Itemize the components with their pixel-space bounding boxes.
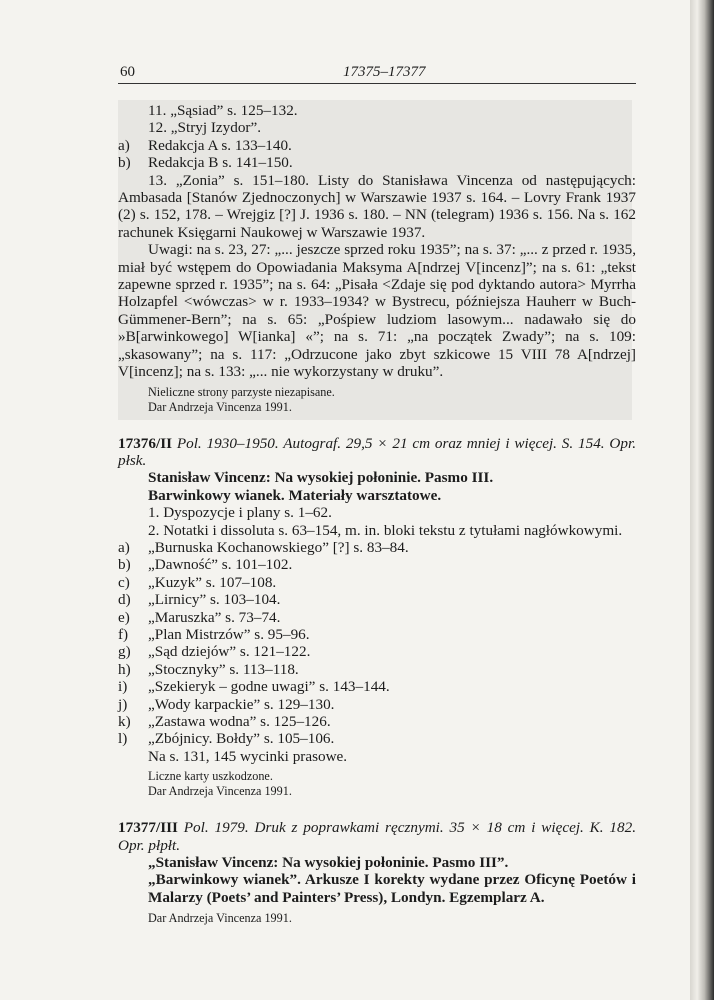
list-item: 11. „Sąsiad” s. 125–132. (148, 102, 298, 119)
donation-note: Dar Andrzeja Vincenza 1991. (148, 399, 292, 414)
lettered-item: a) Redakcja A s. 133–140. (118, 136, 292, 154)
entry-subtitle: „Barwinkowy wianek”. Arkusze I korekty wydane przez Oficynę Poetów i Malarzy (Poets’ and Painters’ Press), Londyn. Egzemplarz A. (148, 871, 636, 906)
entry-description: Pol. 1979. Druk z poprawkami ręcznymi. 35 × 18 cm i więcej. K. 182. Opr. płpłt. (118, 819, 637, 854)
scan-edge (690, 0, 714, 1000)
lettered-item: c) „Kuzyk” s. 107–108. (118, 573, 277, 591)
lettered-item: j) „Wody karpackie” s. 129–130. (118, 695, 335, 713)
lettered-item: e) „Maruszka” s. 73–74. (118, 608, 281, 626)
catalog-entry-17377 (118, 819, 636, 854)
entry-id: 17377/III (118, 819, 178, 837)
catalog-entry-17376 (118, 435, 636, 470)
donation-note: Dar Andrzeja Vincenza 1991. (148, 911, 292, 926)
lettered-item: h) „Stocznyky” s. 113–118. (118, 660, 299, 678)
lettered-item: g) „Sąd dziejów” s. 121–122. (118, 643, 311, 661)
lettered-item: l) „Zbójnicy. Bołdy” s. 105–106. (118, 730, 335, 748)
list-item: 12. „Stryj Izydor”. (148, 119, 262, 137)
lettered-item: i) „Szekieryk – godne uwagi” s. 143–144. (118, 678, 390, 696)
donation-note: Dar Andrzeja Vincenza 1991. (148, 784, 292, 799)
paragraph-13: 13. „Zonia” s. 151–180. Listy do Stanisława Vincenza od następujących: Ambasada [Stanów Zjednoczonych] w Warszawie 1937 s. 164. – Lovry Frank 1937 (2) s. 152, 178. – Wrejgiz [?] J. 1936 s. 180. – NN (telegram) 1936 s. 156. Na s. 162 rachunek Księgarni Naukowej w Warszawie 1937. (118, 171, 636, 241)
entry-title: „Stanisław Vincenz: Na wysokiej połoninie. Pasmo III”. (148, 854, 509, 872)
list-item: 2. Notatki i dissoluta s. 63–154, m. in. bloki tekstu z tytułami nagłówkowymi. (148, 521, 623, 539)
list-item: 1. Dyspozycje i plany s. 1–62. (148, 504, 332, 522)
page-number: 60 (120, 64, 135, 80)
remarks-paragraph: Uwagi: na s. 23, 27: „... jeszcze sprzed roku 1935”; na s. 37: „... z przed r. 1935, miał być wstępem do Opowiadania Maksyma A[ndrzej V[incenz]”; na s. 61: „tekst zapewne sprzed r. 1935”; na s. 64: „Pisała <Zdaje się pod dyktando autora> Myrrha Holzapfel <wówczas> w r. 1933–1934? w Bystrecu, późniejsza Hauherr w Buch-Gümmener-Bern”; na s. 65: „Pośpiew ludziom lasowym... nadawało się do »B[arwinkowego] W[ianka] «”; na s. 71: „na początek Zwady”; na s. 109: „skasowany”; na s. 117: „Odrzucone jako zbyt szkicowe 15 VIII 78 A[ndrzej] V[incenz]; na s. 133: „... nie wykorzystany w druku”. (118, 241, 636, 381)
entry-subtitle: Barwinkowy wianek. Materiały warsztatowe. (148, 486, 442, 504)
lettered-item: a) „Burnuska Kochanowskiego” [?] s. 83–84. (118, 538, 409, 556)
lettered-item: d) „Lirnicy” s. 103–104. (118, 591, 281, 609)
lettered-item: f) „Plan Mistrzów” s. 95–96. (118, 625, 310, 643)
lettered-item: b) Redakcja B s. 141–150. (118, 154, 293, 172)
lettered-item: k) „Zastawa wodna” s. 125–126. (118, 713, 331, 730)
page-header (118, 64, 636, 84)
running-title: 17375–17377 (343, 64, 426, 80)
entry-id: 17376/II (118, 434, 173, 452)
entry-title: Stanisław Vincenz: Na wysokiej połoninie. Pasmo III. (148, 469, 494, 487)
note: Nieliczne strony parzyste niezapisane. (148, 384, 335, 399)
lettered-item: b) „Dawność” s. 101–102. (118, 556, 293, 574)
note: Liczne karty uszkodzone. (148, 769, 273, 784)
entry-description: Pol. 1930–1950. Autograf. 29,5 × 21 cm oraz mniej i więcej. S. 154. Opr. płsk. (118, 434, 636, 469)
page-content (118, 102, 636, 926)
extra-note: Na s. 131, 145 wycinki prasowe. (148, 747, 348, 765)
